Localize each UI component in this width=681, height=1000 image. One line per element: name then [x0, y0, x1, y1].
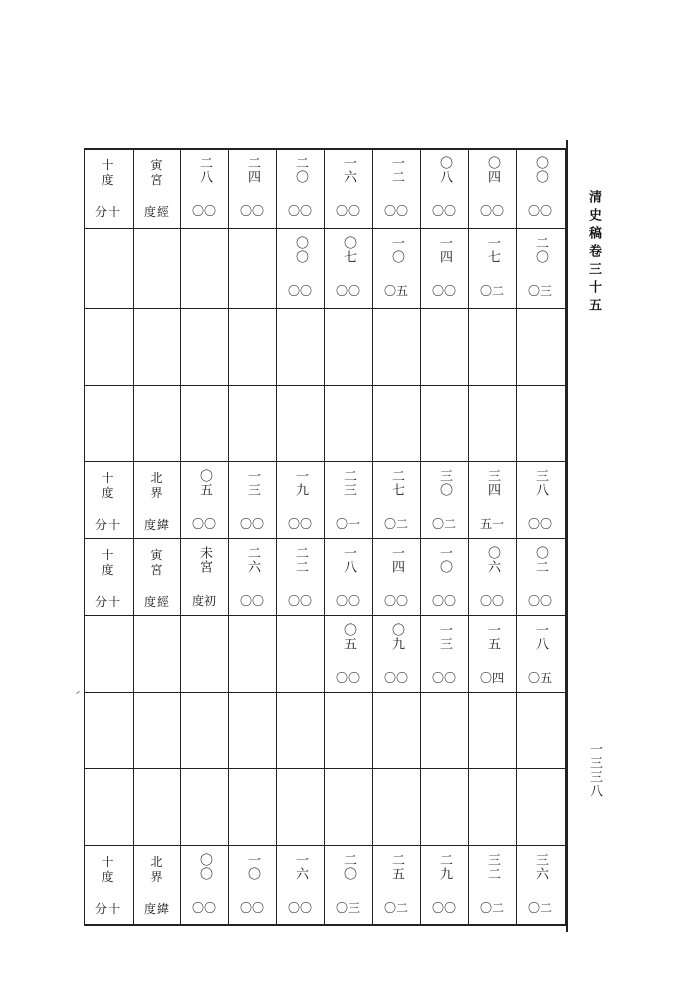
unit-line: 度: [101, 486, 115, 500]
column-rule: [84, 148, 85, 924]
minute-value: 〇〇: [479, 594, 504, 608]
label-line: 宮: [150, 173, 164, 187]
minute-value: 〇〇: [335, 671, 360, 685]
label-line: 度緯: [143, 902, 170, 916]
minute-value: 〇〇: [383, 594, 408, 608]
unit-line: 分十: [94, 518, 121, 532]
degree-value: 二九: [437, 853, 452, 881]
table-cell: [420, 156, 468, 219]
row-category-label: [133, 855, 181, 917]
table-cell: [324, 469, 372, 532]
unit-line: 度: [101, 870, 115, 884]
minute-value: 度初: [191, 594, 216, 608]
label-line: 界: [150, 870, 164, 884]
minute-value: 〇〇: [383, 204, 408, 218]
table-cell: [372, 469, 420, 532]
table-cell: [324, 236, 372, 299]
degree-value: 〇八: [437, 156, 452, 184]
unit-line: 分十: [94, 205, 121, 219]
degree-value: 三四: [485, 469, 500, 497]
minute-value: 〇〇: [431, 284, 456, 298]
minute-value: 〇一: [335, 517, 360, 531]
degree-value: 二四: [245, 156, 260, 184]
minute-value: 〇二: [479, 284, 504, 298]
row-rule: [84, 228, 567, 229]
minute-value: 〇〇: [191, 204, 216, 218]
minute-value: 〇〇: [287, 517, 312, 531]
degree-value: 一三: [245, 469, 260, 497]
table-cell: [468, 546, 516, 609]
table-cell: [516, 853, 564, 916]
table-cell: [276, 469, 324, 532]
degree-value: 未宮: [197, 546, 212, 574]
degree-value: 一七: [485, 236, 500, 264]
row-unit-label: [84, 548, 132, 610]
table-cell: [516, 469, 564, 532]
column-rule: [133, 148, 134, 924]
minute-value: 〇〇: [335, 284, 360, 298]
unit-line: 度: [101, 563, 115, 577]
table-cell: [420, 623, 468, 686]
table-cell: [516, 546, 564, 609]
degree-value: 〇九: [389, 623, 404, 651]
minute-value: 〇四: [479, 671, 504, 685]
table-cell: [324, 853, 372, 916]
label-line: 宮: [150, 563, 164, 577]
degree-value: 一六: [293, 853, 308, 881]
minute-value: 〇二: [383, 517, 408, 531]
table-cell: [468, 156, 516, 219]
unit-line: 十: [101, 548, 115, 562]
table-cell: [468, 469, 516, 532]
degree-value: 一四: [437, 236, 452, 264]
degree-value: 三六: [533, 853, 548, 881]
table-cell: [420, 853, 468, 916]
table-cell: [468, 236, 516, 299]
label-line: 北: [150, 471, 164, 485]
minute-value: 〇〇: [527, 594, 552, 608]
table-cell: [516, 236, 564, 299]
minute-value: 〇〇: [239, 204, 264, 218]
minute-value: 五一: [479, 517, 504, 531]
table-cell: [228, 853, 276, 916]
table-cell: [324, 623, 372, 686]
table-cell: [516, 623, 564, 686]
degree-value: 〇二: [533, 546, 548, 574]
row-rule: [84, 615, 567, 616]
degree-value: 一三: [437, 623, 452, 651]
degree-value: 一六: [341, 156, 356, 184]
minute-value: 〇〇: [287, 204, 312, 218]
volume-title: 清史稿卷三十五: [586, 190, 601, 316]
row-category-label: [133, 471, 181, 533]
unit-line: 分十: [94, 595, 121, 609]
table-cell: [372, 546, 420, 609]
unit-line: 度: [101, 173, 115, 187]
degree-value: 二八: [197, 156, 212, 184]
table-cell: [420, 546, 468, 609]
column-rule: [228, 148, 229, 924]
degree-value: 一九: [293, 469, 308, 497]
minute-value: 〇〇: [335, 594, 360, 608]
row-rule: [84, 768, 567, 769]
table-cell: [372, 623, 420, 686]
degree-value: 〇四: [485, 156, 500, 184]
degree-value: 二〇: [533, 236, 548, 264]
minute-value: 〇〇: [527, 204, 552, 218]
degree-value: 三〇: [437, 469, 452, 497]
table-cell: [228, 156, 276, 219]
minute-value: 〇五: [383, 284, 408, 298]
minute-value: 〇二: [527, 901, 552, 915]
degree-value: 一四: [389, 546, 404, 574]
row-unit-label: [84, 158, 132, 220]
table-cell: [372, 236, 420, 299]
table-cell: [468, 853, 516, 916]
unit-line: 十: [101, 855, 115, 869]
degree-value: 二七: [389, 469, 404, 497]
minute-value: 〇〇: [527, 517, 552, 531]
minute-value: 〇三: [335, 901, 360, 915]
page-number: 一三三八: [587, 742, 602, 798]
table-cell: [228, 546, 276, 609]
degree-value: 一〇: [437, 546, 452, 574]
row-category-label: [133, 158, 181, 220]
degree-value: 二三: [341, 469, 356, 497]
degree-value: 三二: [485, 853, 500, 881]
table-cell: [180, 853, 228, 916]
label-line: 界: [150, 486, 164, 500]
unit-line: 十: [101, 158, 115, 172]
degree-value: 一二: [389, 156, 404, 184]
minute-value: 〇〇: [431, 204, 456, 218]
degree-value: 〇〇: [197, 853, 212, 881]
row-unit-label: [84, 471, 132, 533]
table-cell: [276, 853, 324, 916]
minute-value: 〇二: [383, 901, 408, 915]
table-cell: [276, 546, 324, 609]
unit-line: 十: [101, 471, 115, 485]
row-rule: [84, 461, 567, 462]
row-rule: [84, 385, 567, 386]
minute-value: 〇〇: [335, 204, 360, 218]
label-line: 度經: [143, 595, 170, 609]
label-line: 度經: [143, 205, 170, 219]
row-rule: [84, 308, 567, 309]
degree-value: 一八: [533, 623, 548, 651]
table-cell: [228, 469, 276, 532]
table-cell: [180, 156, 228, 219]
degree-value: 二二: [293, 546, 308, 574]
row-unit-label: [84, 855, 132, 917]
degree-value: 〇五: [341, 623, 356, 651]
degree-value: 〇七: [341, 236, 356, 264]
degree-value: 〇五: [197, 469, 212, 497]
row-rule: [84, 692, 567, 693]
degree-value: 二〇: [341, 853, 356, 881]
row-category-label: [133, 548, 181, 610]
degree-value: 〇〇: [293, 236, 308, 264]
degree-value: 一五: [485, 623, 500, 651]
table-cell: [180, 546, 228, 609]
row-rule: [84, 538, 567, 539]
minute-value: 〇三: [527, 284, 552, 298]
table-cell: [420, 469, 468, 532]
degree-value: 一八: [341, 546, 356, 574]
degree-value: 二〇: [293, 156, 308, 184]
minute-value: 〇〇: [431, 901, 456, 915]
table-cell: [468, 623, 516, 686]
table-cell: [324, 156, 372, 219]
minute-value: 〇二: [479, 901, 504, 915]
label-line: 寅: [150, 548, 164, 562]
minute-value: 〇〇: [431, 671, 456, 685]
column-rule: [180, 148, 181, 924]
label-line: 度緯: [143, 518, 170, 532]
table-cell: [276, 236, 324, 299]
degree-value: 二五: [389, 853, 404, 881]
table-cell: [372, 156, 420, 219]
row-rule: [84, 845, 567, 846]
row-rule: [84, 924, 567, 926]
degree-value: 〇〇: [533, 156, 548, 184]
minute-value: 〇五: [527, 671, 552, 685]
minute-value: 〇〇: [287, 901, 312, 915]
minute-value: 〇〇: [287, 284, 312, 298]
degree-value: 三八: [533, 469, 548, 497]
minute-value: 〇〇: [287, 594, 312, 608]
minute-value: 〇〇: [383, 671, 408, 685]
minute-value: 〇〇: [479, 204, 504, 218]
frame-rule: [566, 140, 568, 932]
minute-value: 〇〇: [239, 901, 264, 915]
table-cell: [372, 853, 420, 916]
table-cell: [516, 156, 564, 219]
table-cell: [324, 546, 372, 609]
unit-line: 分十: [94, 902, 121, 916]
degree-value: 二六: [245, 546, 260, 574]
table-cell: [420, 236, 468, 299]
minute-value: 〇〇: [191, 517, 216, 531]
table-cell: [180, 469, 228, 532]
minute-value: 〇〇: [239, 517, 264, 531]
table-cell: [276, 156, 324, 219]
degree-value: 一〇: [245, 853, 260, 881]
minute-value: 〇二: [431, 517, 456, 531]
minute-value: 〇〇: [239, 594, 264, 608]
degree-value: 〇六: [485, 546, 500, 574]
row-rule: [84, 148, 567, 150]
label-line: 北: [150, 855, 164, 869]
minute-value: 〇〇: [431, 594, 456, 608]
minute-value: 〇〇: [191, 901, 216, 915]
label-line: 寅: [150, 158, 164, 172]
degree-value: 一〇: [389, 236, 404, 264]
